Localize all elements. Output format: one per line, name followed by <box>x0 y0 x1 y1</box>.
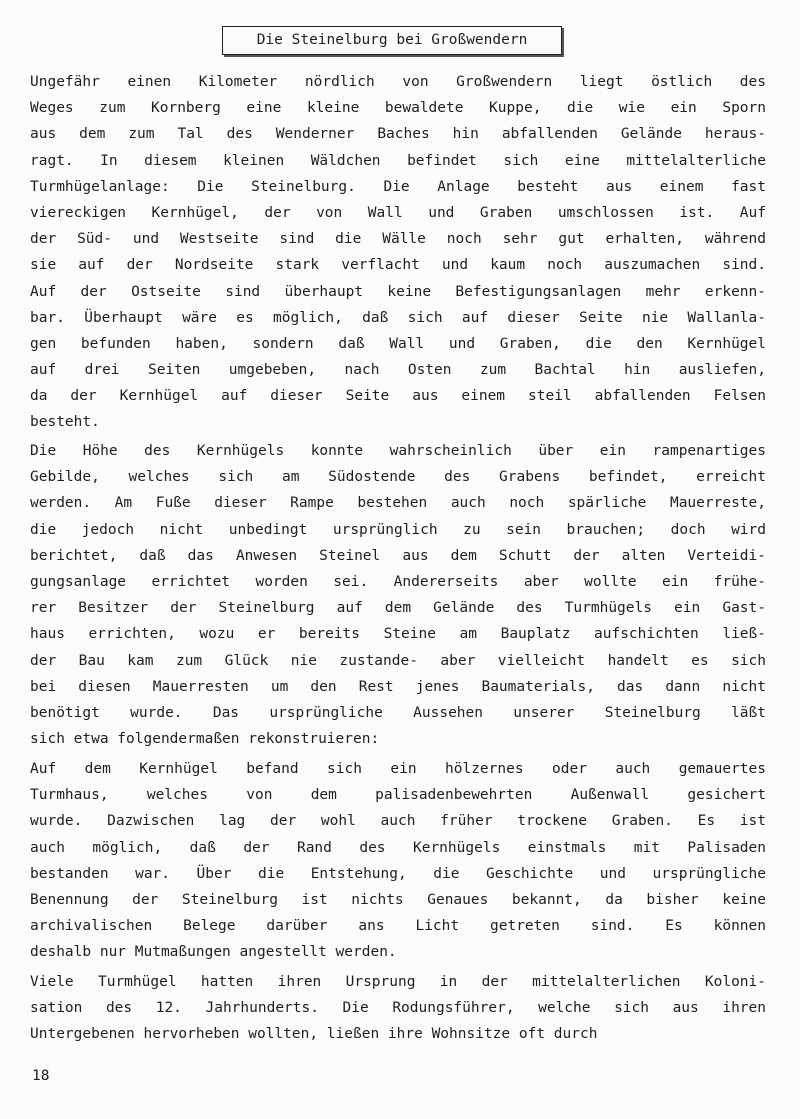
paragraph <box>30 69 766 436</box>
text-line: haus errichten, wozu er bereits Steine am Bauplatz aufschichten ließ- <box>30 626 766 643</box>
text-line: Turmhügelanlage: Die Steinelburg. Die Anlage besteht aus einem fast <box>30 178 766 195</box>
paragraph <box>30 756 766 966</box>
text-line: Weges zum Kornberg eine kleine bewaldete Kuppe, die wie ein Sporn <box>30 100 766 117</box>
text-line: Gebilde, welches sich am Südostende des Grabens befindet, erreicht <box>30 469 766 486</box>
text-line: Viele Turmhügel hatten ihren Ursprung in der mittelalterlichen Koloni- <box>30 974 766 990</box>
text-line: Die Höhe des Kernhügels konnte wahrscheinlich über ein rampenartiges <box>30 443 766 459</box>
text-line: Untergebenen hervorheben wollten, ließen ihre Wohnsitze oft durch <box>30 1026 598 1043</box>
text-line: gungsanlage errichtet worden sei. Andererseits aber wollte ein frühe- <box>30 573 766 590</box>
paragraph <box>30 969 766 1048</box>
text-line: berichtet, daß das Anwesen Steinel aus dem Schutt der alten Verteidi- <box>30 547 766 564</box>
text-line: deshalb nur Mutmaßungen angestellt werden. <box>30 944 397 961</box>
text-line: bestanden war. Über die Entstehung, die Geschichte und ursprüngliche <box>30 865 766 882</box>
page-title: Die Steinelburg bei Großwendern <box>222 26 562 55</box>
text-line: Auf der Ostseite sind überhaupt keine Befestigungsanlagen mehr erkenn- <box>30 283 766 300</box>
text-line: der Bau kam zum Glück nie zustande- aber vielleicht handelt es sich <box>30 652 766 669</box>
text-line: auch möglich, daß der Rand des Kernhügels einstmals mit Palisaden <box>30 839 766 856</box>
text-line: Benennung der Steinelburg ist nichts Genaues bekannt, da bisher keine <box>30 891 766 908</box>
text-line: da der Kernhügel auf dieser Seite aus einem steil abfallenden Felsen <box>30 388 766 405</box>
paragraph <box>30 438 766 752</box>
text-line: archivalischen Belege darüber ans Licht getreten sind. Es können <box>30 918 766 935</box>
text-line: sich etwa folgendermaßen rekonstruieren: <box>30 731 380 748</box>
text-line: sation des 12. Jahrhunderts. Die Rodungsführer, welche sich aus ihren <box>30 1000 766 1017</box>
text-line: aus dem zum Tal des Wenderner Baches hin abfallenden Gelände heraus- <box>30 126 766 143</box>
text-line: der Süd- und Westseite sind die Wälle noch sehr gut erhalten, während <box>30 231 766 248</box>
text-line: bar. Überhaupt wäre es möglich, daß sich auf dieser Seite nie Wallanla- <box>30 309 766 326</box>
text-line: gen befunden haben, sondern daß Wall und Graben, die den Kernhügel <box>30 335 766 352</box>
text-line: besteht. <box>30 414 100 431</box>
text-line: ragt. In diesem kleinen Wäldchen befindet sich eine mittelalterliche <box>30 152 766 169</box>
text-line: Auf dem Kernhügel befand sich ein hölzernes oder auch gemauertes <box>30 761 766 777</box>
text-line: werden. Am Fuße dieser Rampe bestehen auch noch spärliche Mauerreste, <box>30 495 766 512</box>
text-line: wurde. Dazwischen lag der wohl auch früher trockene Graben. Es ist <box>30 813 766 830</box>
text-line: auf drei Seiten umgebeben, nach Osten zum Bachtal hin ausliefen, <box>30 362 766 379</box>
text-line: bei diesen Mauerresten um den Rest jenes Baumaterials, das dann nicht <box>30 678 766 695</box>
text-line: rer Besitzer der Steinelburg auf dem Gelände des Turmhügels ein Gast- <box>30 600 766 617</box>
text-line: viereckigen Kernhügel, der von Wall und Graben umschlossen ist. Auf <box>30 204 766 221</box>
text-line: Turmhaus, welches von dem palisadenbewehrten Außenwall gesichert <box>30 787 766 804</box>
text-line: sie auf der Nordseite stark verflacht und kaum noch auszumachen sind. <box>30 257 766 274</box>
text-line: die jedoch nicht unbedingt ursprünglich zu sein brauchen; doch wird <box>30 521 766 538</box>
text-line: benötigt wurde. Das ursprüngliche Aussehen unserer Steinelburg läßt <box>30 704 766 721</box>
page-number: 18 <box>32 1068 50 1084</box>
text-line: Ungefähr einen Kilometer nördlich von Großwendern liegt östlich des <box>30 74 766 90</box>
